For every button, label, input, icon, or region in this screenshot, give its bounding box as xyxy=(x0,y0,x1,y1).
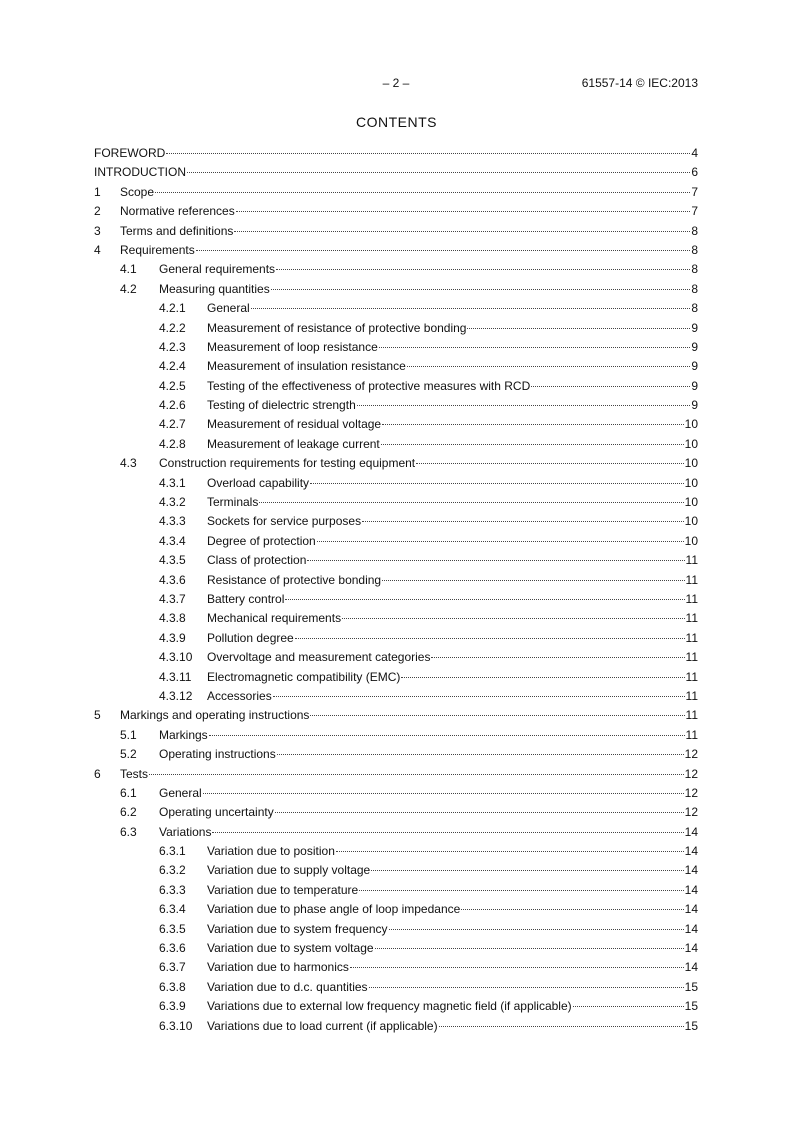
toc-entry-number: 4.3.4 xyxy=(159,533,186,548)
toc-entry-title: Testing of the effectiveness of protective measures with RCD xyxy=(207,378,531,393)
toc-entry-number: 4.3.2 xyxy=(159,495,186,510)
toc-entry[interactable] xyxy=(94,823,698,842)
toc-entry-title: Operating instructions xyxy=(159,747,276,762)
toc-entry[interactable] xyxy=(94,532,698,551)
toc-entry-number: 3 xyxy=(94,223,101,238)
toc-entry[interactable] xyxy=(94,939,698,958)
toc-entry-title: Markings and operating instructions xyxy=(120,708,310,723)
toc-entry[interactable] xyxy=(94,415,698,434)
toc-entry-title: Accessories xyxy=(207,688,272,703)
toc-entry-number: 6.3.2 xyxy=(159,863,186,878)
toc-entry-page: 8 xyxy=(691,223,698,238)
toc-entry-number: 4.2.2 xyxy=(159,320,186,335)
dot-leader xyxy=(467,319,690,329)
toc-entry-page: 9 xyxy=(691,320,698,335)
toc-entry-page: 10 xyxy=(684,495,698,510)
toc-entry-page: 14 xyxy=(684,863,698,878)
dot-leader xyxy=(317,532,684,542)
toc-entry[interactable] xyxy=(94,861,698,880)
toc-entry-title: Construction requirements for testing equipment xyxy=(159,456,416,471)
toc-entry-number: 6.3 xyxy=(120,824,137,839)
toc-entry[interactable] xyxy=(94,241,698,260)
dot-leader xyxy=(203,784,684,794)
toc-entry-page: 10 xyxy=(684,514,698,529)
page-number: – 2 – xyxy=(382,76,410,90)
toc-entry-number: 4.3 xyxy=(120,456,137,471)
toc-entry[interactable] xyxy=(94,900,698,919)
toc-entry-page: 14 xyxy=(684,941,698,956)
toc-entry-number: 2 xyxy=(94,204,101,219)
toc-entry-number: 4.2.7 xyxy=(159,417,186,432)
dot-leader xyxy=(295,629,685,639)
dot-leader xyxy=(382,571,684,581)
toc-entry-page: 9 xyxy=(691,359,698,374)
toc-entry[interactable] xyxy=(94,260,698,279)
toc-entry-page: 10 xyxy=(684,436,698,451)
toc-entry[interactable] xyxy=(94,668,698,687)
toc-entry-number: 6.1 xyxy=(120,785,137,800)
dot-leader xyxy=(155,183,690,193)
toc-entry-title: Variation due to supply voltage xyxy=(207,863,371,878)
toc-entry-title: Variation due to phase angle of loop impedance xyxy=(207,902,461,917)
toc-entry-title: Variation due to position xyxy=(207,844,335,859)
toc-entry-title: Measurement of loop resistance xyxy=(207,339,378,354)
dot-leader xyxy=(234,222,690,232)
toc-entry-title: Electromagnetic compatibility (EMC) xyxy=(207,669,401,684)
dot-leader xyxy=(369,978,684,988)
toc-entry-number: 5 xyxy=(94,708,101,723)
toc-entry-number: 6 xyxy=(94,766,101,781)
toc-entry-title: Variation due to d.c. quantities xyxy=(207,979,368,994)
dot-leader xyxy=(187,163,690,173)
toc-entry-page: 14 xyxy=(684,921,698,936)
toc-entry[interactable] xyxy=(94,144,698,163)
toc-entry[interactable] xyxy=(94,842,698,861)
toc-entry-title: Overload capability xyxy=(207,475,310,490)
toc-entry-number: 6.3.9 xyxy=(159,999,186,1014)
toc-entry-page: 8 xyxy=(691,262,698,277)
toc-entry-page: 9 xyxy=(691,398,698,413)
toc-entry[interactable] xyxy=(94,978,698,997)
dot-leader xyxy=(359,881,683,891)
toc-entry[interactable] xyxy=(94,571,698,590)
page-header xyxy=(94,76,698,92)
dot-leader xyxy=(310,474,684,484)
toc-entry[interactable] xyxy=(94,881,698,900)
toc-entry-number: 4.3.7 xyxy=(159,591,186,606)
toc-entry-page: 11 xyxy=(685,727,698,742)
toc-entry-page: 11 xyxy=(685,553,698,568)
toc-entry-title: Mechanical requirements xyxy=(207,611,342,626)
toc-entry-number: 6.3.5 xyxy=(159,921,186,936)
dot-leader xyxy=(342,609,684,619)
toc-entry-page: 14 xyxy=(684,824,698,839)
toc-entry-page: 4 xyxy=(691,146,698,160)
toc-entry-page: 9 xyxy=(691,339,698,354)
dot-leader xyxy=(389,920,684,930)
toc-entry[interactable] xyxy=(94,784,698,803)
toc-entry-page: 12 xyxy=(684,805,698,820)
dot-leader xyxy=(401,668,684,678)
toc-entry[interactable] xyxy=(94,396,698,415)
toc-entry-number: 4.2 xyxy=(120,281,137,296)
toc-entry-page: 7 xyxy=(691,184,698,199)
toc-entry[interactable] xyxy=(94,222,698,241)
dot-leader xyxy=(382,415,684,425)
toc-entry-number: 6.3.1 xyxy=(159,844,186,859)
dot-leader xyxy=(149,765,684,775)
toc-entry-page: 9 xyxy=(691,378,698,393)
toc-entry-page: 11 xyxy=(685,688,698,703)
toc-entry[interactable] xyxy=(94,280,698,299)
dot-leader xyxy=(307,551,684,561)
toc-entry-page: 11 xyxy=(685,650,698,665)
toc-entry-title: Operating uncertainty xyxy=(159,805,274,820)
toc-entry-number: 5.2 xyxy=(120,747,137,762)
toc-entry-title: Variation due to harmonics xyxy=(207,960,349,975)
toc-entry-page: 11 xyxy=(685,572,698,587)
toc-entry-title: General xyxy=(207,301,250,316)
toc-entry-page: 11 xyxy=(685,611,698,626)
dot-leader xyxy=(416,454,684,464)
toc-entry-number: 1 xyxy=(94,184,101,199)
toc-entry-page: 14 xyxy=(684,902,698,917)
toc-entry[interactable] xyxy=(94,454,698,473)
toc-entry-page: 6 xyxy=(691,165,698,180)
toc-entry[interactable] xyxy=(94,609,698,628)
toc-entry-page: 10 xyxy=(684,417,698,432)
toc-entry-title: Variation due to system voltage xyxy=(207,941,374,956)
toc-entry[interactable] xyxy=(94,803,698,822)
table-of-contents xyxy=(94,144,698,1036)
toc-entry-number: 6.3.10 xyxy=(159,1018,193,1033)
toc-entry-number: 4.2.4 xyxy=(159,359,186,374)
dot-leader xyxy=(381,435,684,445)
toc-entry-title: Measurement of leakage current xyxy=(207,436,380,451)
toc-entry-title: General xyxy=(159,785,202,800)
toc-entry-number: 5.1 xyxy=(120,727,137,742)
dot-leader xyxy=(277,745,684,755)
toc-entry[interactable] xyxy=(94,1017,698,1036)
toc-entry-page: 10 xyxy=(684,533,698,548)
toc-entry[interactable] xyxy=(94,590,698,609)
toc-entry-page: 14 xyxy=(684,960,698,975)
toc-entry-title: Testing of dielectric strength xyxy=(207,398,356,413)
toc-entry-page: 8 xyxy=(691,281,698,296)
toc-entry-title: Scope xyxy=(120,184,155,199)
toc-entry[interactable] xyxy=(94,765,698,784)
toc-entry-page: 11 xyxy=(685,591,698,606)
toc-entry-number: 4.3.6 xyxy=(159,572,186,587)
dot-leader xyxy=(166,144,690,154)
toc-entry[interactable] xyxy=(94,512,698,531)
dot-leader xyxy=(276,260,690,270)
toc-entry-title: Class of protection xyxy=(207,553,307,568)
toc-entry[interactable] xyxy=(94,202,698,221)
toc-entry[interactable] xyxy=(94,299,698,318)
dot-leader xyxy=(212,823,683,833)
toc-entry-title: Pollution degree xyxy=(207,630,294,645)
toc-entry-title: Resistance of protective bonding xyxy=(207,572,382,587)
toc-entry-number: 6.3.4 xyxy=(159,902,186,917)
toc-entry-title: Measurement of resistance of protective bonding xyxy=(207,320,467,335)
toc-entry-page: 7 xyxy=(691,204,698,219)
toc-entry[interactable] xyxy=(94,997,698,1016)
toc-entry-title: Measuring quantities xyxy=(159,281,270,296)
toc-entry-title: Variations due to load current (if applicable) xyxy=(207,1018,438,1033)
dot-leader xyxy=(371,861,683,871)
toc-entry-title: Terms and definitions xyxy=(120,223,234,238)
toc-entry-number: 4.3.12 xyxy=(159,688,193,703)
toc-entry-title: Variation due to temperature xyxy=(207,882,359,897)
toc-entry[interactable] xyxy=(94,357,698,376)
dot-leader xyxy=(375,939,684,949)
toc-entry-title: Variation due to system frequency xyxy=(207,921,388,936)
toc-entry-number: 6.3.3 xyxy=(159,882,186,897)
toc-entry-number: 6.3.7 xyxy=(159,960,186,975)
toc-entry[interactable] xyxy=(94,648,698,667)
toc-entry-page: 11 xyxy=(685,708,698,723)
toc-entry-number: 4.2.1 xyxy=(159,301,186,316)
dot-leader xyxy=(379,338,691,348)
dot-leader xyxy=(310,706,684,716)
toc-entry[interactable] xyxy=(94,435,698,454)
toc-entry[interactable] xyxy=(94,958,698,977)
toc-entry-page: 11 xyxy=(685,669,698,684)
toc-entry-title: Variations due to external low frequency magnetic field (if applicable) xyxy=(207,999,572,1014)
toc-entry[interactable] xyxy=(94,629,698,648)
toc-entry-number: 6.3.8 xyxy=(159,979,186,994)
toc-entry[interactable] xyxy=(94,726,698,745)
toc-entry[interactable] xyxy=(94,706,698,725)
toc-entry-title: Measurement of residual voltage xyxy=(207,417,382,432)
toc-entry-title: Normative references xyxy=(120,204,235,219)
dot-leader xyxy=(285,590,684,600)
dot-leader xyxy=(461,900,683,910)
dot-leader xyxy=(251,299,691,309)
toc-entry-number: 4.3.5 xyxy=(159,553,186,568)
toc-entry-title: Battery control xyxy=(207,591,285,606)
dot-leader xyxy=(573,997,684,1007)
page-title: CONTENTS xyxy=(356,114,437,130)
dot-leader xyxy=(407,357,691,367)
toc-entry-title: INTRODUCTION xyxy=(94,165,186,180)
dot-leader xyxy=(275,803,684,813)
toc-entry-title: Tests xyxy=(120,766,149,781)
dot-leader xyxy=(357,396,691,406)
toc-entry-page: 12 xyxy=(684,747,698,762)
toc-entry[interactable] xyxy=(94,377,698,396)
toc-entry-page: 15 xyxy=(684,979,698,994)
toc-entry-page: 14 xyxy=(684,844,698,859)
toc-entry-page: 8 xyxy=(691,242,698,257)
toc-entry-title: Requirements xyxy=(120,242,195,257)
toc-entry-number: 4.2.6 xyxy=(159,398,186,413)
toc-entry-title: Terminals xyxy=(207,495,259,510)
toc-entry-title: Degree of protection xyxy=(207,533,316,548)
toc-entry-title: FOREWORD xyxy=(94,146,166,160)
toc-entry-page: 10 xyxy=(684,456,698,471)
toc-entry[interactable] xyxy=(94,687,698,706)
dot-leader xyxy=(350,958,684,968)
toc-entry-number: 4.3.3 xyxy=(159,514,186,529)
toc-entry-page: 8 xyxy=(691,301,698,316)
toc-entry-page: 14 xyxy=(684,882,698,897)
toc-entry-page: 15 xyxy=(684,1018,698,1033)
dot-leader xyxy=(431,648,684,658)
toc-entry-title: General requirements xyxy=(159,262,276,277)
toc-entry-number: 4.3.1 xyxy=(159,475,186,490)
toc-entry-title: Sockets for service purposes xyxy=(207,514,362,529)
toc-entry[interactable] xyxy=(94,745,698,764)
toc-entry-number: 4.3.9 xyxy=(159,630,186,645)
dot-leader xyxy=(531,377,690,387)
dot-leader xyxy=(196,241,691,251)
toc-entry-page: 11 xyxy=(685,630,698,645)
toc-entry-page: 10 xyxy=(684,475,698,490)
toc-entry[interactable] xyxy=(94,551,698,570)
toc-entry-number: 4.3.11 xyxy=(159,669,192,684)
toc-entry-number: 4.2.8 xyxy=(159,436,186,451)
toc-entry-page: 12 xyxy=(684,785,698,800)
toc-entry-number: 4.3.10 xyxy=(159,650,193,665)
toc-entry[interactable] xyxy=(94,920,698,939)
toc-entry-number: 6.2 xyxy=(120,805,137,820)
toc-entry-number: 4.1 xyxy=(120,262,137,277)
dot-leader xyxy=(236,202,691,212)
toc-entry[interactable] xyxy=(94,319,698,338)
toc-entry-number: 4.2.3 xyxy=(159,339,186,354)
document-id: 61557-14 © IEC:2013 xyxy=(581,76,698,90)
toc-entry-title: Measurement of insulation resistance xyxy=(207,359,406,374)
toc-entry-number: 4.2.5 xyxy=(159,378,186,393)
toc-entry[interactable] xyxy=(94,474,698,493)
dot-leader xyxy=(336,842,684,852)
toc-entry-title: Markings xyxy=(159,727,208,742)
toc-entry[interactable] xyxy=(94,338,698,357)
toc-entry-page: 15 xyxy=(684,999,698,1014)
toc-entry-number: 4 xyxy=(94,242,101,257)
toc-entry-title: Variations xyxy=(159,824,212,839)
dot-leader xyxy=(362,512,684,522)
toc-entry[interactable] xyxy=(94,163,698,182)
dot-leader xyxy=(271,280,691,290)
toc-entry-page: 12 xyxy=(684,766,698,781)
toc-entry-number: 6.3.6 xyxy=(159,941,186,956)
toc-entry[interactable] xyxy=(94,493,698,512)
dot-leader xyxy=(209,726,685,736)
toc-entry-number: 4.3.8 xyxy=(159,611,186,626)
dot-leader xyxy=(259,493,683,503)
dot-leader xyxy=(273,687,685,697)
dot-leader xyxy=(439,1017,684,1027)
toc-entry[interactable] xyxy=(94,183,698,202)
toc-entry-title: Overvoltage and measurement categories xyxy=(207,650,431,665)
